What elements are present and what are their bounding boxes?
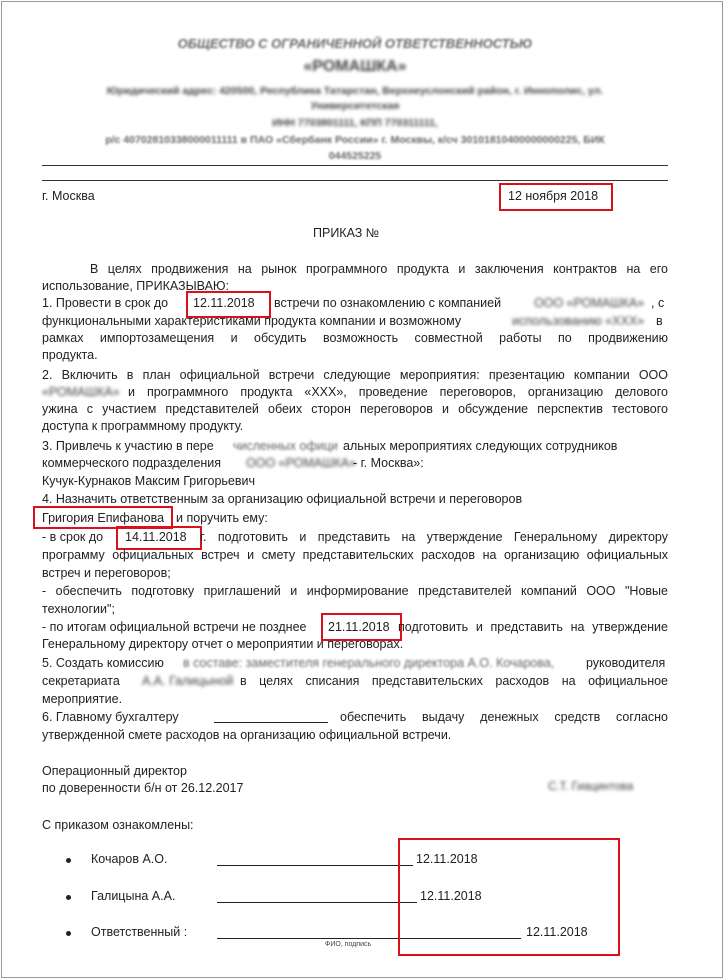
p4-d2-line-1: - обеспечить подготовку приглашений и информирование представителей компаний ООО "Новые [42,584,668,598]
p4-d1-line-2: программу официальных встреч и смету представительских расходов на организацию официальных [42,548,668,562]
header-rule-1 [42,165,668,166]
ack-name-2: Галицына А.А. [91,889,176,903]
p1-line-2b: в [656,314,663,328]
order-title: ПРИКАЗ № [313,226,380,240]
date-highlight [499,183,613,211]
p1-company: ООО «РОМАШКА» [534,296,645,310]
p5-line-2-blur: А.А. Галицыной [142,674,234,688]
p4-line-1: 4. Назначить ответственным за организацию официальной встречи и переговоров [42,492,523,506]
p5-line-2b: в целях списания представительских расходов на официальное [240,674,668,688]
p4-d3-b: подготовить и представить на утверждение [398,620,668,634]
p4-d1-date-highlight [116,526,202,550]
signature-authority: по доверенности б/н от 26.12.2017 [42,781,244,795]
p4-d3-date: 21.11.2018 [328,620,390,634]
ack-footnote: ФИО, подпись [325,941,372,948]
ack-date-1: 12.11.2018 [416,852,478,866]
p1-line-2a: функциональными характеристиками продукта компании и возможному [42,314,462,328]
signature-position: Операционный директор [42,764,187,778]
intro-line-1: В целях продвижения на рынок программного продукта и заключения контрактов на его [90,262,668,276]
accountant-blank-line [214,722,328,723]
p6-line-1b: обеспечить выдачу денежных средств согласно [340,710,668,724]
p3-line-1-blur: численных офици [233,439,338,453]
address-line-1: Юридический адрес: 420500, Республика Татарстан, Верхнеуслонский район, г. Иннополис, ул. [106,85,604,97]
p1-text-a: 1. Провести в срок до [42,296,169,310]
p1-text-c: , с [651,296,665,310]
p5-line-2a: секретариата [42,674,120,688]
p1-line-4: продукта. [42,348,98,362]
p5-line-1a: 5. Создать комиссию [42,656,164,670]
ack-name-3: Ответственный : [91,925,188,939]
city: г. Москва [42,189,95,203]
p4-d1-a: - в срок до [42,530,104,544]
p3-line-1a: 3. Привлечь к участию в пере [42,439,214,453]
address-line-2: Университетская [310,100,400,112]
p3-line-2-blur: ООО «РОМАШКА» [246,456,357,470]
p4-line-2b: и поручить ему: [176,511,268,525]
p4-d3-a: - по итогам официальной встречи не позднее [42,620,307,634]
p3-line-1b: альных мероприятиях следующих сотрудников [343,439,618,453]
p1-line-3: рамках импортозамещения и обсудить возможность совместной работы по продвижению [42,331,668,345]
p5-line-1b: руководителя [586,656,666,670]
p2-line-2: и программного продукта «XXX», проведение переговоров, организацию делового [128,385,668,399]
p3-line-2a: коммерческого подразделения [42,456,222,470]
p6-line-2: утвержденной смете расходов на организацию официальной встречи. [42,728,452,742]
p4-person: Григория Епифанова [42,511,165,525]
inn-line: ИНН 7703801111, КПП 770311111, [272,117,438,129]
ack-line-1 [217,865,413,866]
p6-line-1a: 6. Главному бухгалтеру [42,710,179,724]
company-title: ОБЩЕСТВО С ОГРАНИЧЕННОЙ ОТВЕТСТВЕННОСТЬЮ [177,36,533,51]
p5-line-1-blur: в составе: заместителя генерального директора А.О. Кочарова, [183,656,555,670]
p2-line-4: доступа к программному продукту. [42,419,244,433]
p1-text-b: встречи по ознакомлению с компанией [274,296,502,310]
ack-date-3: 12.11.2018 [526,925,588,939]
bank-line: р/с 40702810338000011111 в ПАО «Сбербанк России» г. Москвы, к/сч 30101810400000000225, БИК [105,134,605,146]
order-date: 12 ноября 2018 [508,189,599,203]
p3-line-2b: - г. Москва»: [353,456,424,470]
p1-line-2-blur: использованию «XXX» [512,314,645,328]
p2-line-2-blur: «РОМАШКА» [42,385,120,399]
bullet-1 [66,858,71,863]
p4-d1-date: 14.11.2018 [125,530,187,544]
ack-line-2 [217,902,417,903]
p3-person: Кучук-Курнаков Максим Григорьевич [42,474,256,488]
p2-line-1: 2. Включить в план официальной встречи следующие мероприятия: презентацию компании ООО [42,368,668,382]
company-name: «РОМАШКА» [303,58,407,75]
p4-d2-line-2: технологии"; [42,602,115,616]
bullet-3 [66,931,71,936]
ack-date-2: 12.11.2018 [420,889,482,903]
p1-date: 12.11.2018 [193,296,255,310]
acknowledgement-title: С приказом ознакомлены: [42,818,194,832]
header-rule-2 [42,180,668,181]
signature-signer: С.Т. Гиацинтова [548,781,634,793]
p4-d1-b: г. подготовить и представить на утверждение Генеральному директору [200,530,668,544]
p4-d1-line-3: встреч и переговоров; [42,566,171,580]
ack-name-1: Кочаров А.О. [91,852,168,866]
p2-line-3: ужина с участием представителей обеих сторон переговоров и обсуждение перспектив тестового [42,402,668,416]
bullet-2 [66,895,71,900]
ack-dates-highlight [398,838,620,956]
p5-line-3: мероприятие. [42,692,123,706]
intro-line-2: использование, ПРИКАЗЫВАЮ: [42,279,230,293]
bik-line: 044525225 [328,150,382,162]
p4-d3-line-2: Генеральному директору отчет о мероприятии и переговорах. [42,637,404,651]
